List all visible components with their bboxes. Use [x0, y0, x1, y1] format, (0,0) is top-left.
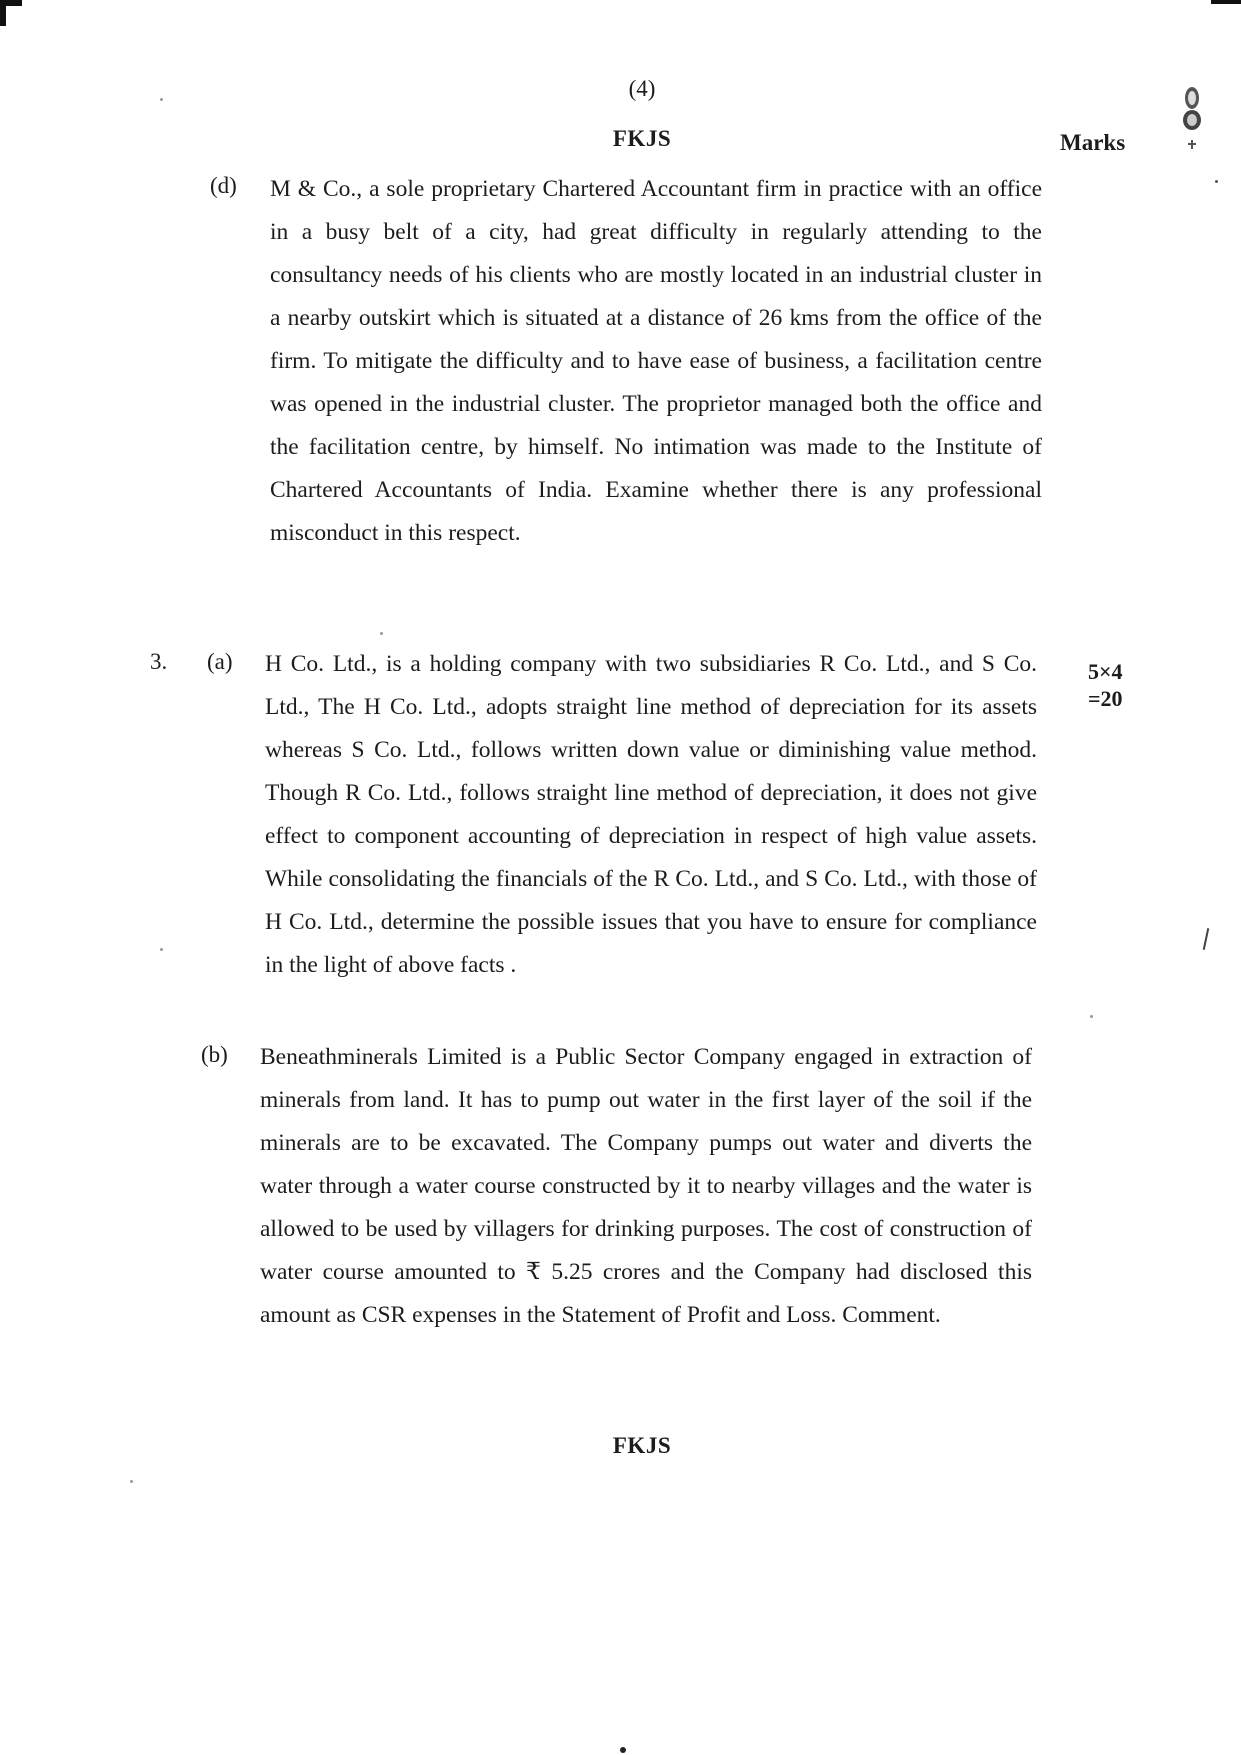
page-code-footer: FKJS — [612, 1433, 672, 1458]
part-label-b: (b) — [201, 1042, 228, 1067]
scan-speck — [1215, 180, 1218, 183]
scan-corner-mark — [0, 0, 22, 26]
scan-speck — [160, 948, 163, 951]
scan-speck — [160, 98, 163, 101]
page-code-header: FKJS — [612, 126, 672, 151]
page-number: (4) — [628, 76, 656, 101]
scan-speck — [1090, 1015, 1093, 1018]
scan-dot — [620, 1747, 626, 1753]
marks-column-heading: Marks — [1060, 130, 1126, 155]
question-number-3: 3. — [150, 649, 168, 674]
scan-edge-mark — [1211, 0, 1241, 4]
question-part-text-a: H Co. Ltd., is a holding company with two subsidiaries R Co. Ltd., and S Co. Ltd., The H Co. Ltd., adopts straight line method of depreciation for its assets whereas S Co. Ltd., follows written down value or diminishing value method. Though R Co. Ltd., follows straight line method of depreciation, it does not give effect to component accounting of depreciation in respect of high value assets. While consolidating the financials of the R Co. Ltd., and S Co. Ltd., with those of H Co. Ltd., determine the possible issues that you have to ensure for compliance in the light of above facts . — [265, 651, 1037, 978]
marks-value-text: 5×4 =20 — [1088, 659, 1123, 711]
part-label-d: (d) — [210, 173, 237, 198]
part-label-a: (a) — [207, 649, 233, 674]
scan-speck — [380, 632, 383, 635]
question-part-text-b: Beneathminerals Limited is a Public Sector Company engaged in extraction of minerals from land. It has to pump out water in the first layer of the soil if the minerals are to be excavated. The Company pumps out water and diverts the water through a water course constructed by it to nearby villages and the water is allowed to be used by villagers for drinking purposes. The cost of construction of water course amounted to ₹ 5.25 crores and the Company had disclosed this amount as CSR expenses in the Statement of Profit and Loss. Comment. — [260, 1044, 1032, 1328]
marks-value-q3 — [1088, 658, 1123, 712]
question-part-text-d: M & Co., a sole proprietary Chartered Accountant firm in practice with an office in a busy belt of a city, had great difficulty in regularly attending to the consultancy needs of his clients who are mostly located in an industrial cluster in a nearby outskirt which is situated at a distance of 26 kms from the office of the firm. To mitigate the difficulty and to have ease of business, a facilitation centre was opened in the industrial cluster. The proprietor managed both the office and the facilitation centre, by himself. No intimation was made to the Institute of Chartered Accountants of India. Examine whether there is any professional misconduct in this respect. — [270, 176, 1042, 546]
scan-speck — [130, 1480, 133, 1483]
scan-stroke — [1203, 928, 1210, 950]
